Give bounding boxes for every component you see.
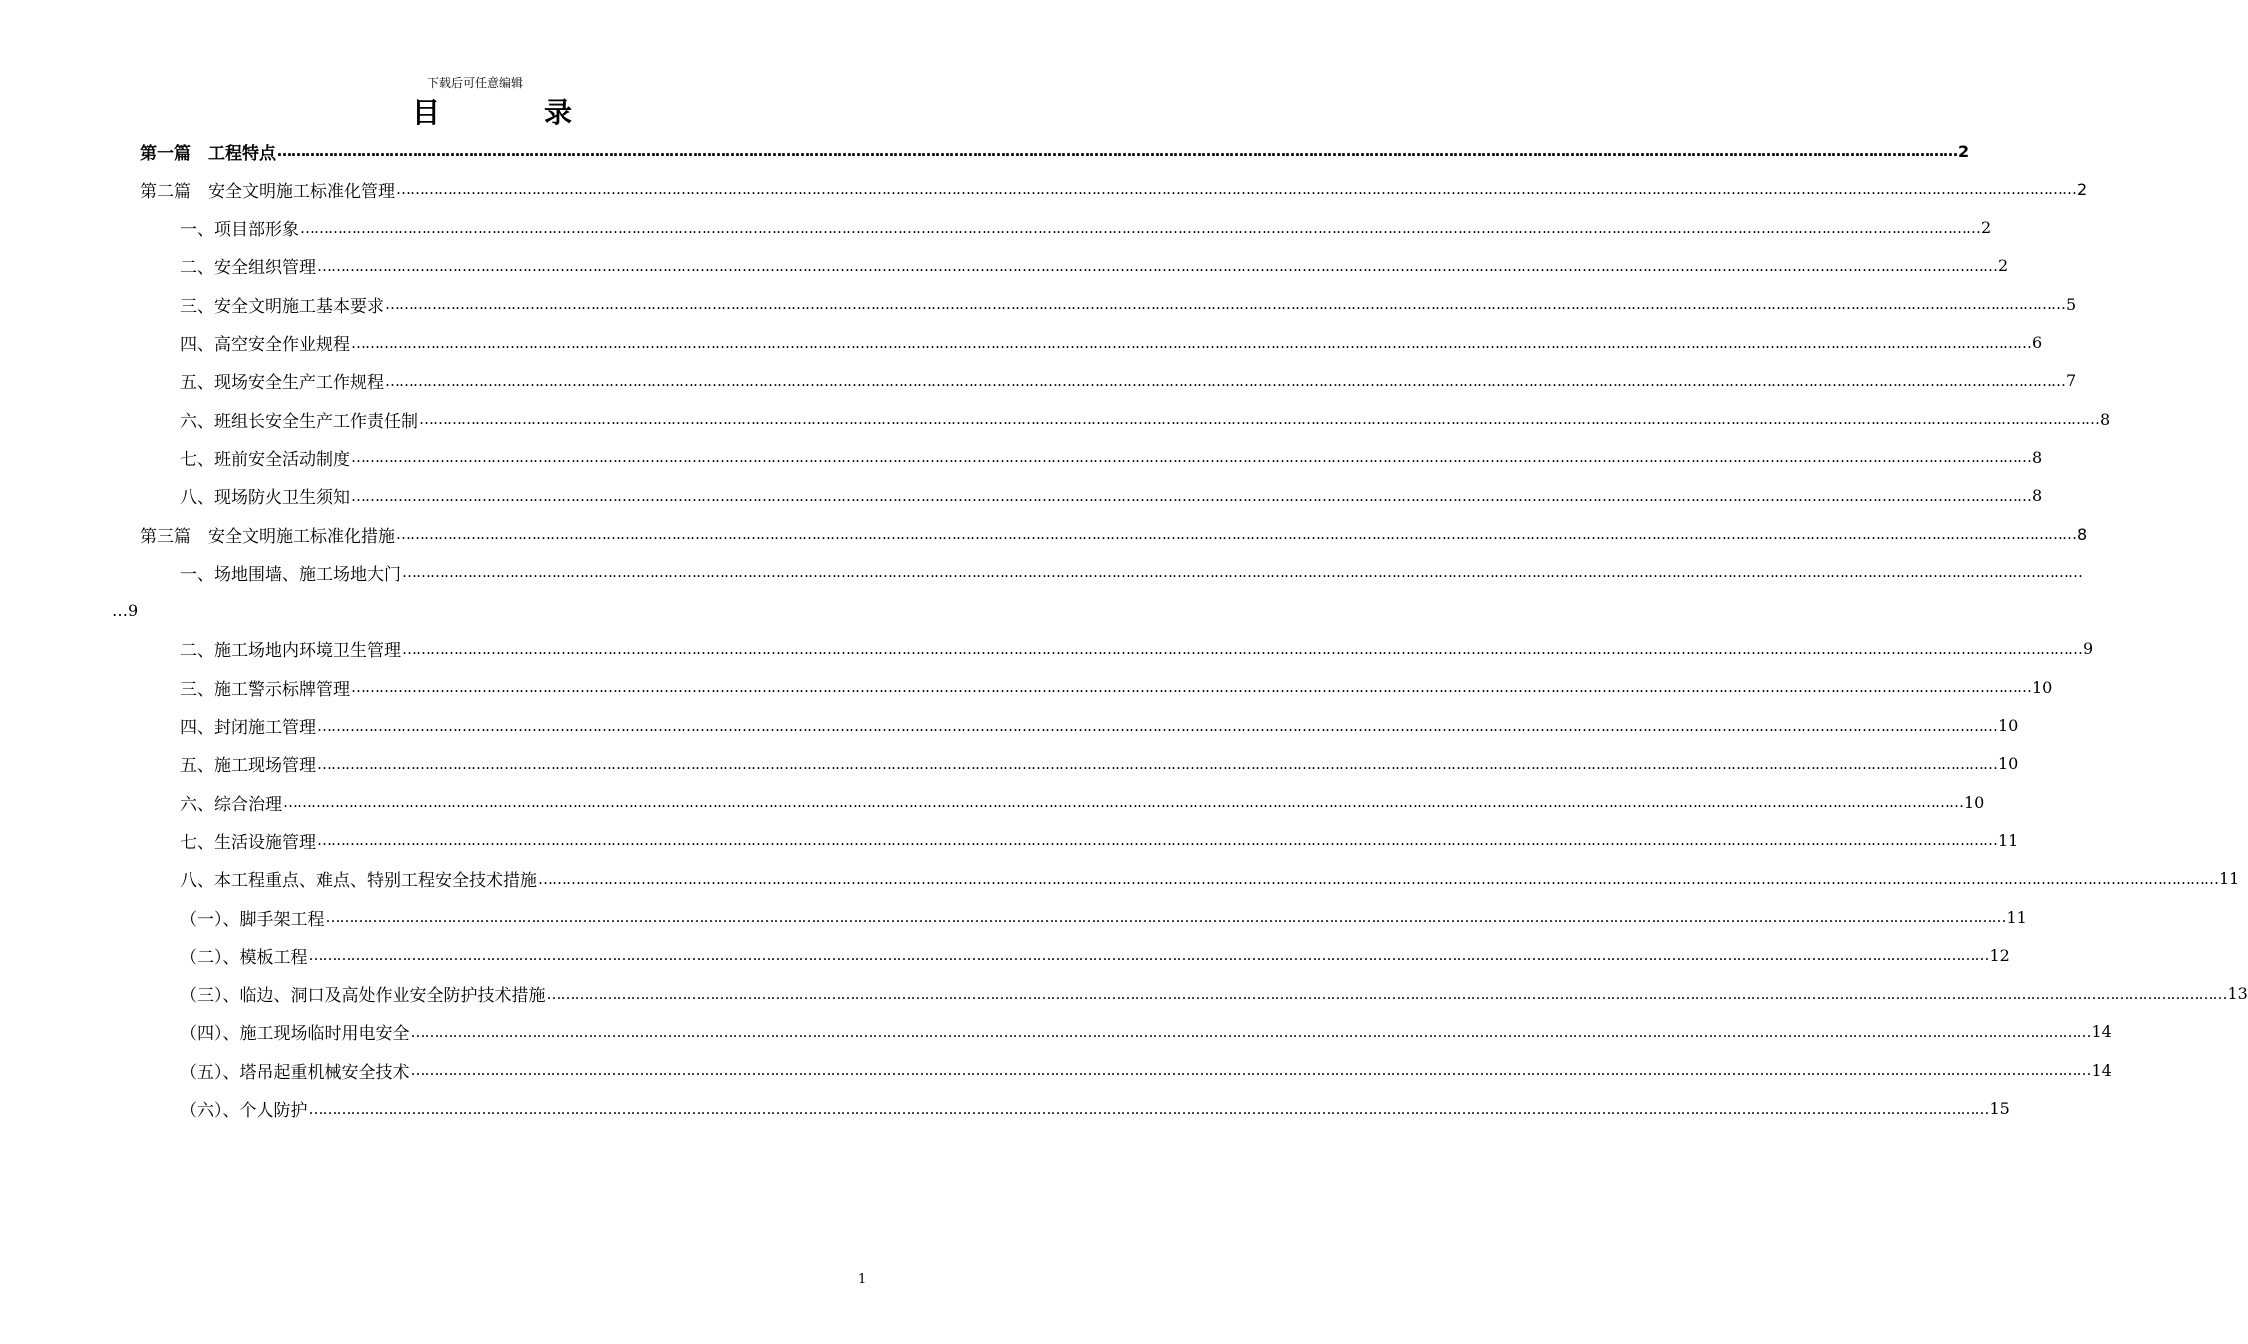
toc-entry-page: 8 (2032, 486, 2043, 506)
toc-entry-label: 五、现场安全生产工作规程 (180, 373, 384, 394)
toc-entry-page: 11 (2006, 907, 2027, 927)
toc-entry[interactable] (180, 209, 1992, 247)
toc-entry-page: 2 (2077, 179, 2088, 199)
toc-entry[interactable] (180, 821, 2019, 859)
toc-entry-label: （三）、临边、洞口及高处作业安全防护技术措施 (180, 986, 546, 1007)
toc-entry[interactable] (180, 400, 2111, 438)
toc-entry[interactable] (180, 707, 2019, 745)
toc-dot-leader: ……………………………………………………………………………………………………………………………………………………………………………………………………………………………………………………………………………………………………………………………… (317, 716, 1997, 735)
toc-dot-leader: ……………………………………………………………………………………………………………………………………………………………………………………………………………………………………………………………………………………………………………………………… (410, 1022, 2091, 1041)
toc-entry-page: 10 (2032, 677, 2053, 697)
toc-entry-label: 第二篇 安全文明施工标准化管理 (140, 181, 395, 202)
header-note: 下载后可任意编辑 (426, 76, 523, 90)
toc-entry[interactable] (140, 515, 2088, 553)
toc-dot-leader: ……………………………………………………………………………………………………………………………………………………………………………………………………………………………………………………………………………………………………………………………… (419, 410, 2099, 429)
toc-dot-leader: ……………………………………………………………………………………………………………………………………………………………………………………………………………………………………………………………………………………………………………………………… (351, 486, 2031, 505)
toc-entry[interactable] (180, 324, 2043, 362)
toc-entry-label: 六、综合治理 (180, 794, 282, 815)
toc-entry-label: （一）、脚手架工程 (180, 909, 325, 930)
toc-entry[interactable] (180, 898, 2027, 936)
toc-entry-page: 6 (2032, 333, 2043, 352)
toc-dot-leader: ……………………………………………………………………………………………………………………………………………………………………………………………………………………………………………………………………………………………………………………………… (402, 563, 2082, 582)
toc-entry-label: 六、班组长安全生产工作责任制 (180, 411, 418, 432)
toc-entry-page: 8 (2077, 524, 2088, 544)
toc-entry-page: 11 (1998, 830, 2019, 850)
toc-dot-leader: ……………………………………………………………………………………………………………………………………………………………………………………………………………………………………………………………………………………………………………………………… (317, 256, 1997, 275)
toc-entry[interactable] (140, 132, 1970, 170)
toc-dot-leader: ……………………………………………………………………………………………………………………………………………………………………………………………………………………………………………………………………………………………………………………………… (283, 793, 1963, 812)
toc-entry-label: 三、施工警示标牌管理 (180, 679, 350, 700)
toc-dot-leader: ……………………………………………………………………………………………………………………………………………………………………………………………………………………………………………………………………………………………………………………………… (538, 869, 2218, 888)
toc-dot-leader: ……………………………………………………………………………………………………………………………………………………………………………………………………………………………………………………………………………………………………………………………… (351, 678, 2031, 697)
toc-entry-page: 5 (2066, 294, 2077, 314)
toc-dot-leader: ……………………………………………………………………………………………………………………………………………………………………………………………………………………………………………………………………………………………………………………………… (396, 180, 2076, 199)
toc-entry-page: 12 (1989, 945, 2010, 965)
toc-entry[interactable] (180, 783, 1985, 821)
toc-entry-page: 14 (2091, 1022, 2112, 1042)
page-title (412, 94, 572, 128)
title-char-left: 目 (412, 96, 441, 129)
toc-entry[interactable] (180, 438, 2043, 476)
toc-entry-page: 10 (1964, 792, 1985, 812)
toc-wrap-continuation: …9 (112, 601, 139, 621)
toc-entry[interactable] (180, 285, 2077, 323)
toc-entry[interactable] (180, 668, 2053, 706)
toc-dot-leader: ……………………………………………………………………………………………………………………………………………………………………………………………………………………………………………………………………………………………………………………………… (300, 218, 1980, 237)
toc-entry-page: 2 (1981, 218, 1992, 238)
toc-entry-label: 四、封闭施工管理 (180, 718, 316, 738)
toc-entry-page: 10 (1998, 754, 2019, 774)
toc-dot-leader: ……………………………………………………………………………………………………………………………………………………………………………………………………………………………………………………………………………………………………………………………… (325, 908, 2006, 926)
toc-entry-page: 8 (2032, 447, 2043, 467)
toc-entry[interactable] (180, 860, 2240, 898)
toc-entry[interactable] (180, 936, 2010, 974)
toc-entry-label: 七、班前安全活动制度 (180, 449, 350, 470)
toc-entry[interactable] (180, 745, 2019, 783)
toc-entry-label: 八、本工程重点、难点、特别工程安全技术措施 (180, 871, 537, 892)
toc-dot-leader: ……………………………………………………………………………………………………………………………………………………………………………………………………………………………………………………………………………………………………………………………… (308, 1099, 1989, 1118)
toc-entry-page: 11 (2219, 869, 2240, 889)
toc-entry[interactable] (180, 1013, 2112, 1051)
toc-dot-leader: ……………………………………………………………………………………………………………………………………………………………………………………………………………………………………………………………………………………………………………………………… (317, 831, 1997, 850)
toc-entry[interactable] (180, 247, 2009, 285)
toc-entry-page: 13 (2227, 984, 2248, 1004)
toc-dot-leader: ……………………………………………………………………………………………………………………………………………………………………………………………………………………………………………………………………………………………………………………………… (351, 333, 2031, 352)
toc-entry-label: 四、高空安全作业规程 (180, 335, 350, 355)
toc-entry-page: 2 (1998, 256, 2009, 276)
toc-entry-page: 15 (1989, 1099, 2010, 1118)
toc-dot-leader: ……………………………………………………………………………………………………………………………………………………………………………………………………………………………………………………………………………………………………………………………… (385, 295, 2065, 314)
toc-entry-label: 第三篇 安全文明施工标准化措施 (140, 526, 395, 547)
toc-dot-leader: ……………………………………………………………………………………………………………………………………………………………………………………………………………………………………………………………………………………………………………………………… (385, 371, 2065, 390)
toc-entry-label: （二）、模板工程 (180, 947, 308, 968)
toc-entry-page: 14 (2091, 1060, 2112, 1080)
toc-entry-label: 三、安全文明施工基本要求 (180, 296, 384, 317)
toc-dot-leader: ……………………………………………………………………………………………………………………………………………………………………………………………………………………………………………………………………………………………………………………………… (308, 946, 1989, 965)
toc-dot-leader: ……………………………………………………………………………………………………………………………………………………………………………………………………………………………………………………………………………………………………………………………… (277, 142, 1957, 160)
toc-entry[interactable] (180, 1051, 2112, 1089)
toc-entry-label: 二、安全组织管理 (180, 258, 316, 279)
toc-entry-page: 8 (2100, 409, 2111, 429)
toc-entry[interactable] (180, 477, 2043, 515)
toc-entry-page: 10 (1998, 716, 2019, 735)
toc-entry[interactable] (180, 553, 2082, 591)
toc-entry-page: 9 (2083, 639, 2094, 659)
footer-page-number: 1 (858, 1272, 867, 1287)
toc-entry-label: 八、现场防火卫生须知 (180, 488, 350, 509)
toc-dot-leader: ……………………………………………………………………………………………………………………………………………………………………………………………………………………………………………………………………………………………………………………………… (410, 1061, 2091, 1080)
toc-entry-label: 五、施工现场管理 (180, 756, 316, 777)
toc-entry-page: 7 (2066, 371, 2077, 391)
toc-entry-page: 2 (1958, 141, 1970, 161)
toc-entry-label: 七、生活设施管理 (180, 832, 316, 853)
toc-entry-label: （四）、施工现场临时用电安全 (180, 1024, 410, 1045)
toc-entry[interactable] (180, 630, 2094, 668)
toc-entry[interactable] (140, 170, 2088, 208)
toc-entry-label: （六）、个人防护 (180, 1101, 308, 1121)
toc-entry-label: 一、项目部形象 (180, 220, 299, 241)
toc-entry-label: 一、场地围墙、施工场地大门 (180, 564, 401, 585)
toc-dot-leader: ……………………………………………………………………………………………………………………………………………………………………………………………………………………………………………………………………………………………………………………………… (396, 525, 2076, 543)
toc-entry-label: （五）、塔吊起重机械安全技术 (180, 1062, 410, 1083)
toc-entry[interactable] (180, 975, 2248, 1013)
toc-entry-label: 二、施工场地内环境卫生管理 (180, 641, 401, 662)
toc-dot-leader: ……………………………………………………………………………………………………………………………………………………………………………………………………………………………………………………………………………………………………………………………… (351, 448, 2031, 467)
toc-entry[interactable] (180, 362, 2077, 400)
title-char-right: 录 (543, 96, 572, 129)
toc-entry[interactable] (180, 1090, 2010, 1128)
toc-entry-label: 第一篇 工程特点 (140, 143, 276, 164)
toc-dot-leader: ……………………………………………………………………………………………………………………………………………………………………………………………………………………………………………………………………………………………………………………………… (546, 984, 2227, 1003)
toc-dot-leader: ……………………………………………………………………………………………………………………………………………………………………………………………………………………………………………………………………………………………………………………………… (402, 639, 2082, 658)
toc-dot-leader: ……………………………………………………………………………………………………………………………………………………………………………………………………………………………………………………………………………………………………………………………… (317, 754, 1997, 773)
